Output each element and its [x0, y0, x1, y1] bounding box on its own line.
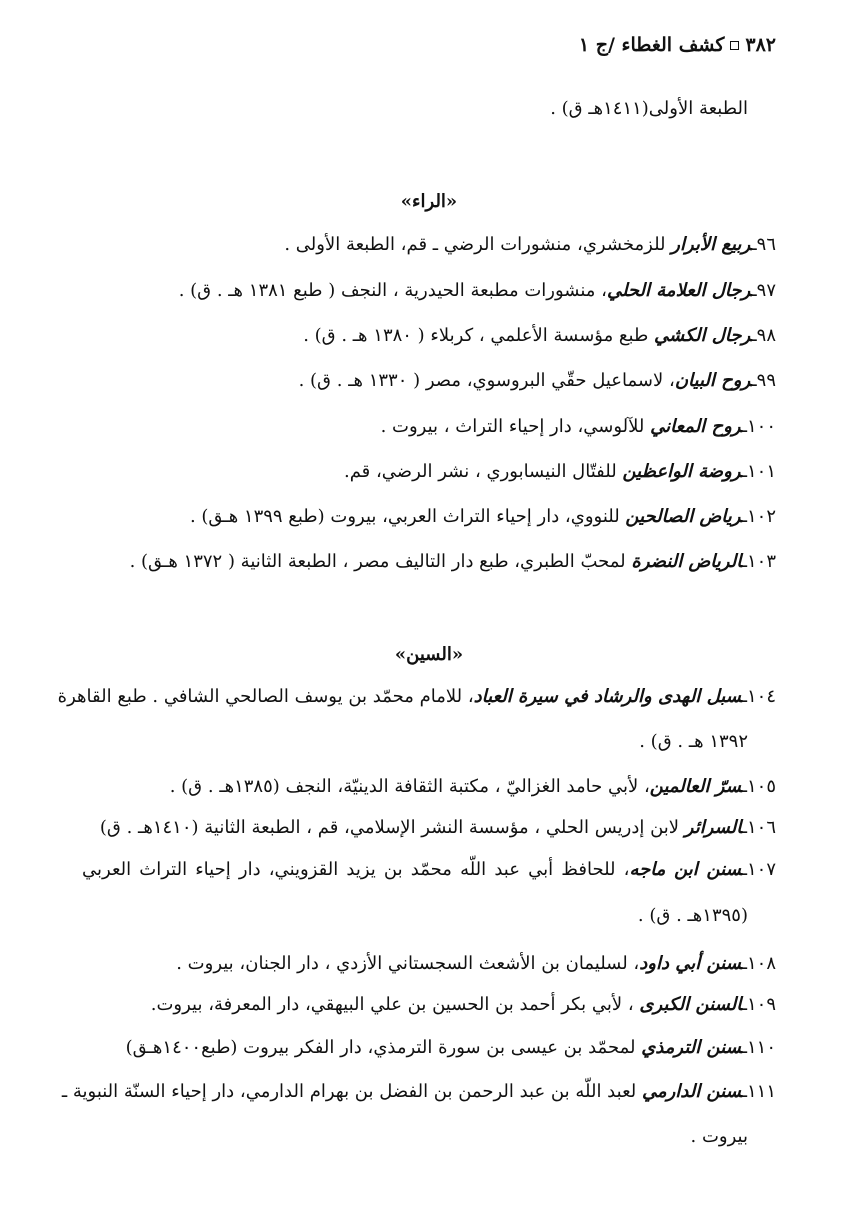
bibliography-entry: ٩٩ـروح البيان، لاسماعيل حقّي البروسوي، مصر ( ١٣٣٠ هـ . ق) . — [298, 370, 776, 391]
separator-square-icon — [730, 41, 739, 50]
entry-title: رجال العلامة الحلي — [606, 280, 752, 301]
entry-title: سرّ العالمين — [649, 776, 742, 797]
bibliography-entry: ١٠٤ـسبل الهدى والرشاد في سيرة العباد، للامام محمّد بن يوسف الصالحي الشافي . طبع القاهرة — [57, 686, 776, 707]
bibliography-entry: ١٠٣ـالرياض النضرة لمحبّ الطبري، طبع دار التاليف مصر ، الطبعة الثانية ( ١٣٧٢ هـق) . — [129, 551, 776, 572]
entry-title: السرائر — [684, 817, 742, 838]
entry-title: سنن الدارمي — [641, 1081, 742, 1102]
entry-title: روح البيان — [674, 370, 752, 391]
entry-title: روح المعاني — [650, 416, 742, 437]
continuation-line: الطبعة الأولى(١٤١١هـ ق) . — [550, 98, 748, 119]
bibliography-entry: ١١٠ـسنن الترمذي لمحمّد بن عيسى بن سورة الترمذي، دار الفكر بيروت (طبع١٤٠٠هـق) — [125, 1037, 776, 1058]
bibliography-entry: ١٠٥ـسرّ العالمين، لأبي حامد الغزاليّ ، مكتبة الثقافة الدينيّة، النجف (١٣٨٥هـ . ق) . — [169, 776, 776, 797]
bibliography-entry: ٩٨ـرجال الكشي طبع مؤسسة الأعلمي ، كربلاء ( ١٣٨٠ هـ . ق) . — [303, 325, 776, 346]
entry-title: سنن أبي داود — [639, 953, 742, 974]
entry-title: روضة الواعظين — [622, 461, 742, 482]
bibliography-entry: ١٠٦ـالسرائر لابن إدريس الحلي ، مؤسسة النشر الإسلامي، قم ، الطبعة الثانية (١٤١٠هـ . ق) — [99, 817, 776, 838]
bibliography-entry: ١٠١ـروضة الواعظين للفتّال النيسابوري ، نشر الرضي، قم. — [343, 461, 776, 482]
entry-title: الرياض النضرة — [631, 551, 742, 572]
entry-title: رجال الكشي — [654, 325, 752, 346]
running-head — [579, 34, 776, 56]
entry-continuation: (١٣٩٥هـ . ق) . — [637, 905, 748, 926]
section-heading-sin: «السين» — [394, 644, 464, 665]
bibliography-entry: ١٠٧ـسنن ابن ماجه، للحافظ أبي عبد اللّه محمّد بن يزيد القزويني، دار إحياء التراث العربي — [82, 859, 776, 880]
entry-continuation: بيروت . — [690, 1126, 748, 1147]
bibliography-entry: ١٠٩ـالسنن الكبرى ، لأبي بكر أحمد بن الحسين بن علي البيهقي، دار المعرفة، بيروت. — [150, 994, 776, 1015]
entry-title: سنن الترمذي — [641, 1037, 742, 1058]
entry-title: سبل الهدى والرشاد في سيرة العباد — [473, 686, 742, 707]
running-title: كشف الغطاء /ج ١ — [578, 34, 725, 56]
entry-continuation: ١٣٩٢ هـ . ق) . — [639, 731, 748, 752]
bibliography-entry: ٩٧ـرجال العلامة الحلي، منشورات مطبعة الحيدرية ، النجف ( طبع ١٣٨١ هـ . ق) . — [178, 280, 776, 301]
bibliography-entry: ٩٦ـربيع الأبرار للزمخشري، منشورات الرضي ـ قم، الطبعة الأولى . — [284, 234, 776, 255]
section-heading-ra: «الراء» — [400, 191, 458, 212]
bibliography-entry: ١٠٨ـسنن أبي داود، لسليمان بن الأشعث السجستاني الأزدي ، دار الجنان، بيروت . — [176, 953, 776, 974]
entry-title: رياض الصالحين — [625, 506, 742, 527]
bibliography-entry: ١٠٠ـروح المعاني للآلوسي، دار إحياء التراث ، بيروت . — [380, 416, 776, 437]
entry-title: ربيع الأبرار — [671, 234, 752, 255]
entry-title: السنن الكبرى — [639, 994, 742, 1015]
bibliography-entry: ١١١ـسنن الدارمي لعبد اللّه بن عبد الرحمن بن الفضل بن بهرام الدارمي، دار إحياء السنّة النبوية ـ — [61, 1081, 776, 1102]
page-number: ٣٨٢ — [745, 34, 776, 56]
bibliography-entry: ١٠٢ـرياض الصالحين للنووي، دار إحياء التراث العربي، بيروت (طبع ١٣٩٩ هـق) . — [189, 506, 776, 527]
entry-title: سنن ابن ماجه — [629, 859, 742, 880]
